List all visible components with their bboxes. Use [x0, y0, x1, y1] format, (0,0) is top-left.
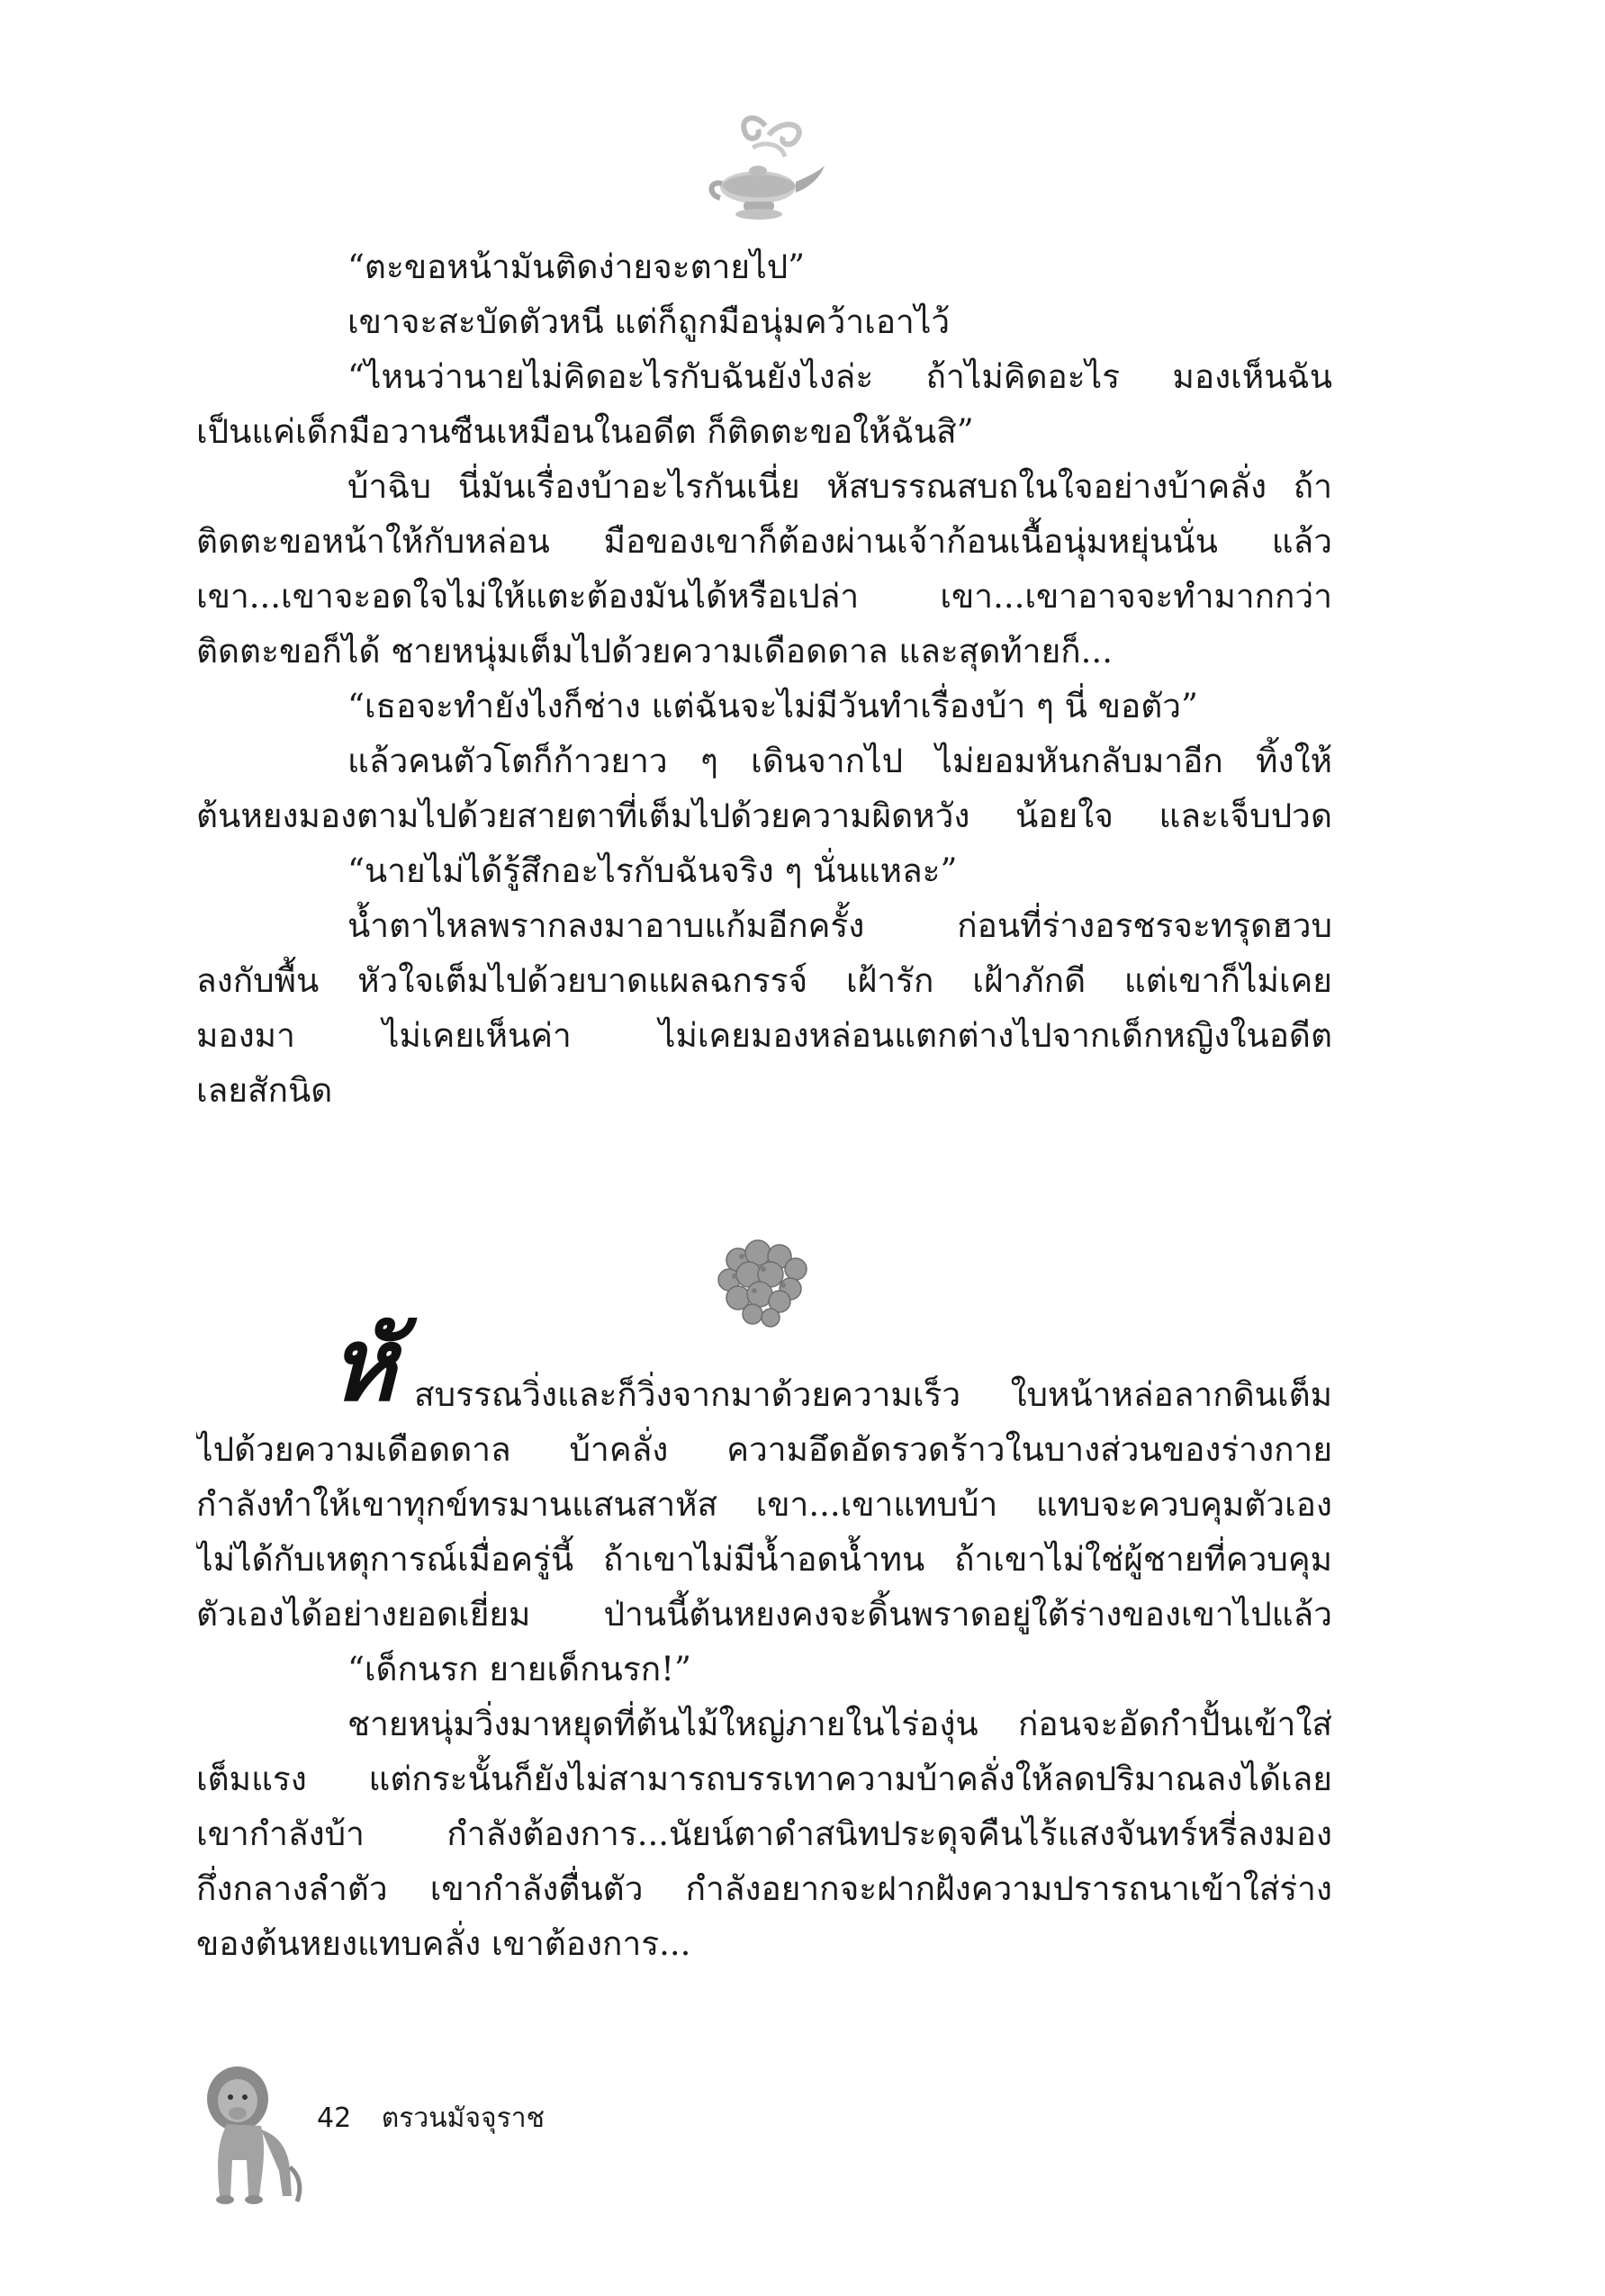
text-line: เขากำลังบ้า กำลังต้องการ...นัยน์ตาดำสนิทประดุจคืนไร้แสงจันทร์หรี่ลงมอง: [196, 1814, 1332, 1853]
book-title: ตรวนมัจจุราช: [381, 2102, 545, 2134]
text-line: ลงกับพื้น หัวใจเต็มไปด้วยบาดแผลฉกรรจ์ เฝ้ารัก เฝ้าภักดี แต่เขาก็ไม่เคย: [196, 961, 1332, 1000]
text-line: กึ่งกลางลำตัว เขากำลังตื่นตัว กำลังอยากจะฝากฝังความปรารถนาเข้าใส่ร่าง: [196, 1869, 1332, 1908]
text-line: เขาจะสะบัดตัวหนี แต่ก็ถูกมือนุ่มคว้าเอาไว้: [347, 302, 951, 341]
text-block-1: [196, 239, 1332, 1118]
text-line: ตัวเองได้อย่างยอดเยี่ยม ป่านนี้ต้นหยงคงจะดิ้นพราดอยู่ใต้ร่างของเขาไปแล้ว: [196, 1595, 1332, 1634]
text-line: ไปด้วยความเดือดดาล บ้าคลั่ง ความอึดอัดรวดร้าวในบางส่วนของร่างกาย: [196, 1430, 1332, 1469]
text-line: เต็มแรง แต่กระนั้นก็ยังไม่สามารถบรรเทาความบ้าคลั่งให้ลดปริมาณลงได้เลย: [196, 1760, 1332, 1798]
text-block-2: [196, 1306, 1332, 1971]
text-line: ไม่ได้กับเหตุการณ์เมื่อครู่นี้ ถ้าเขาไม่มีน้ำอดน้ำทน ถ้าเขาไม่ใช่ผู้ชายที่ควบคุม: [196, 1540, 1332, 1579]
text-line: “นายไม่ได้รู้สึกอะไรกับฉันจริง ๆ นั่นแหละ”: [347, 851, 958, 890]
text-line: ต้นหยงมองตามไปด้วยสายตาที่เต็มไปด้วยความผิดหวัง น้อยใจ และเจ็บปวด: [196, 797, 1332, 835]
genie-lamp-icon: [702, 108, 828, 225]
page-number: 42: [317, 2102, 352, 2134]
text-line: “เธอจะทำยังไงก็ช่าง แต่ฉันจะไม่มีวันทำเรื่องบ้า ๆ นี่ ขอตัว”: [347, 687, 1198, 725]
text-line: “ไหนว่านายไม่คิดอะไรกับฉันยังไงล่ะ ถ้าไม่คิดอะไร มองเห็นฉัน: [347, 357, 1332, 396]
grape-cluster-icon: [711, 1233, 817, 1330]
text-line: มองมา ไม่เคยเห็นค่า ไม่เคยมองหล่อนแตกต่างไปจากเด็กหญิงในอดีต: [196, 1016, 1332, 1055]
text-line: ชายหนุ่มวิ่งมาหยุดที่ต้นไม้ใหญ่ภายในไร่องุ่น ก่อนจะอัดกำปั้นเข้าใส่: [347, 1705, 1332, 1743]
text-line: บ้าฉิบ นี่มันเรื่องบ้าอะไรกันเนี่ย หัสบรรณสบถในใจอย่างบ้าคลั่ง ถ้า: [347, 467, 1332, 506]
text-line: “เด็กนรก ยายเด็กนรก!”: [347, 1650, 691, 1688]
lion-icon: [191, 2061, 308, 2214]
text-line: กำลังทำให้เขาทุกข์ทรมานแสนสาหัส เขา...เขาแทบบ้า แทบจะควบคุมตัวเอง: [196, 1485, 1332, 1524]
text-line: ติดตะขอหน้าให้กับหล่อน มือของเขาก็ต้องผ่านเจ้าก้อนเนื้อนุ่มหยุ่นนั่น แล้ว: [196, 522, 1332, 561]
text-line: สบรรณวิ่งและก็วิ่งจากมาด้วยความเร็ว ใบหน้าหล่อลากดินเต็ม: [414, 1375, 1332, 1414]
text-line: เลยสักนิด: [196, 1071, 333, 1110]
text-line: เป็นแค่เด็กมือวานซืนเหมือนในอดีต ก็ติดตะขอให้ฉันสิ”: [196, 412, 974, 451]
text-line: “ตะขอหน้ามันติดง่ายจะตายไป”: [347, 248, 806, 286]
text-line: ติดตะขอก็ได้ ชายหนุ่มเต็มไปด้วยความเดือดดาล และสุดท้ายก็...: [196, 632, 1113, 671]
text-line: เขา...เขาจะอดใจไม่ให้แตะต้องมันได้หรือเปล่า เขา...เขาอาจจะทำมากกว่า: [196, 577, 1332, 616]
first-line-with-dropcap: [196, 1306, 1332, 1424]
text-line: แล้วคนตัวโตก็ก้าวยาว ๆ เดินจากไป ไม่ยอมหันกลับมาอีก ทิ้งให้: [347, 742, 1332, 780]
drop-cap: หั: [329, 1306, 396, 1424]
text-line: ของต้นหยงแทบคลั่ง เขาต้องการ...: [196, 1924, 691, 1963]
text-line: น้ำตาไหลพรากลงมาอาบแก้มอีกครั้ง ก่อนที่ร่างอรชรจะทรุดฮวบ: [347, 906, 1332, 945]
page-footer: [317, 2097, 545, 2139]
